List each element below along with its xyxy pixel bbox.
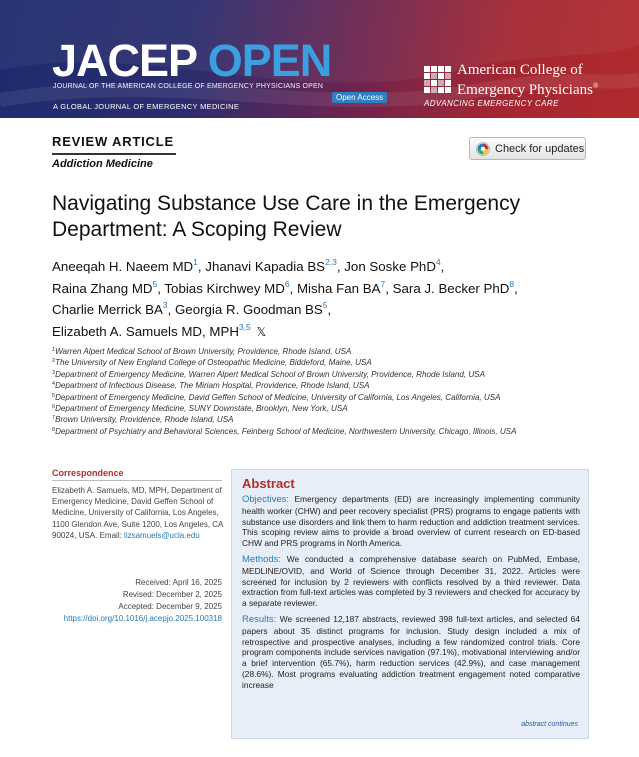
author[interactable]: Georgia R. Goodman $BS^5$ <box>174 300 328 317</box>
author-affiliation-ref: 3 <box>162 300 168 310</box>
author[interactable]: Raina Zhang $MD^5$ <box>52 278 158 296</box>
journal-banner <box>0 0 639 118</box>
author[interactable]: Sara J. Becker PhD$^8$ <box>392 278 515 296</box>
abstract-label: Results: <box>242 613 277 625</box>
acep-name-line-1: American College of <box>457 62 583 78</box>
abstract-label: Objectives: <box>242 494 289 505</box>
acep-organization-name <box>457 62 598 98</box>
abstract-heading: Abstract <box>242 476 295 491</box>
affiliation-item: $^6$Department of Emergency Medicine, SUNY Downstate, Brooklyn, New York, USA <box>52 404 348 414</box>
abstract-continues-note: abstract continues <box>521 721 578 728</box>
affiliation-item: $^2$The University of New England College of Osteopathic Medicine, Biddeford, Maine, USA <box>52 358 372 368</box>
author-affiliation-ref: 8 <box>509 278 515 289</box>
accepted-date: Accepted: December 9, 2025 <box>118 602 222 611</box>
correspondence-text: Elizabeth A. Samuels, MD, MPH, Department of Emergency Medicine, David Geffen School of Medicine, University of California, Los Angeles, 1100 Glendon Ave, Suite 1200, Los Angeles, CA 90024, USA. Email: lizsamuels@ucla.edu <box>52 486 223 540</box>
abstract-section-objectives: Objectives: Emergency departments (ED) are increasingly implementing community health worker (CHW) and peer recovery specialist (PRS) programs to engage patients with substance use disorders and link them to harm reduction and addiction treatment services. This scoping review aims to provide a broad overview of current research on ED-based CHW and PRS programs in North America. <box>242 494 580 549</box>
brand-word-2: OPEN <box>207 35 332 86</box>
affiliation-item: $^5$Department of Emergency Medicine, David Geffen School of Medicine, University of California, Los Angeles, California, USA <box>52 392 501 402</box>
article-subject: Addiction Medicine <box>52 158 153 170</box>
open-access-badge: Open Access <box>332 92 387 103</box>
acep-grid-icon <box>424 66 452 94</box>
author-affiliation-ref: 5 <box>322 300 328 310</box>
affiliation-item: $^3$Department of Emergency Medicine, Warren Alpert Medical School of Brown University, Providence, Rhode Island, USA <box>52 369 485 379</box>
affiliation-item: $^8$Department of Psychiatry and Behavioral Sciences, Feinberg School of Medicine, Northwestern University, Chicago, Illinois, USA <box>52 426 517 436</box>
author-list: Aneeqah H. Naeem $MD^1$, Jhanavi Kapadia BS$^{2,3}$, Jon Soske PhD$^4$, Raina Zhang $MD^5$, Tobias Kirchwey $MD^6$, Misha Fan $BA^7$, Sara J. Becker PhD$^8$, Charlie Merrick $BA^3$, Georgia R. Goodman $BS^5$, Elizabeth A. Samuels MD, MPH$^{3,5}$ 𝕏 <box>52 256 612 343</box>
author-affiliation-ref: 5 <box>152 278 158 289</box>
acep-tagline: ADVANCING EMERGENCY CARE <box>424 99 559 108</box>
article-type-divider <box>52 153 176 155</box>
article-title: Navigating Substance Use Care in the Emergency Department: A Scoping Review <box>52 192 521 241</box>
author[interactable]: Charlie Merrick $BA^3$ <box>52 300 168 317</box>
article-type: REVIEW ARTICLE <box>52 134 174 149</box>
correspondence-heading: Correspondence <box>52 468 124 478</box>
author[interactable]: Jhanavi Kapadia BS$^{2,3}$ <box>205 257 337 274</box>
crossmark-icon <box>476 142 490 156</box>
revised-date: Revised: December 2, 2025 <box>122 590 222 599</box>
abstract-label: Methods: <box>242 553 282 565</box>
journal-tagline: A GLOBAL JOURNAL OF EMERGENCY MEDICINE <box>53 102 240 111</box>
affiliation-list <box>52 346 612 437</box>
author[interactable]: Jon Soske PhD$^4$ <box>344 257 441 274</box>
check-for-updates-label: Check for updates <box>495 142 585 155</box>
journal-logo <box>52 35 332 86</box>
author[interactable]: Elizabeth A. Samuels MD, MPH$^{3,5}$ <box>52 321 251 339</box>
affiliation-item: $^7$Brown University, Providence, Rhode Island, USA <box>52 415 234 425</box>
received-date: Received: April 16, 2025 <box>135 578 222 587</box>
author[interactable]: Misha Fan $BA^7$ <box>296 278 386 296</box>
abstract-section-results: Results: We screened 12,187 abstracts, reviewed 398 full-text articles, and selected 64 papers about 35 distinct programs for inclusion. Study design included a mix of retrospective and prospective analyses, including a few randomized control trials. Core program components include services navigation (97.1%), motivational interviewing and/or a brief intervention (65.7%), harm reduction services (42.9%), and case management (28.6%). Most programs evaluating addiction treatment engagement noted comparative increase <box>242 613 581 690</box>
acep-name-line-2: Emergency Physicians® <box>457 82 599 98</box>
abstract-section-methods: Methods: We conducted a comprehensive database search on PubMed, Embase, MEDLINE/OVID, and World of Science through December 31, 2022. Articles were screened for inclusion by 2 reviewers with conflicts resolved by a third reviewer. Data extraction from full-text articles was completed by 3 reviewers and checked for accuracy by a separate reviewer. <box>242 553 581 609</box>
author-affiliation-ref: 3,5 <box>238 321 251 332</box>
author[interactable]: Aneeqah H. Naeem $MD^1$ <box>52 257 198 274</box>
correspondence-email-link[interactable]: lizsamuels@ucla.edu <box>124 530 200 540</box>
author-affiliation-ref: 7 <box>380 278 386 289</box>
author-affiliation-ref: 1 <box>193 257 198 267</box>
author-affiliation-ref: 2,3 <box>325 257 337 267</box>
author[interactable]: Tobias Kirchwey $MD^6$ <box>164 278 290 296</box>
article-dates <box>52 577 222 625</box>
affiliation-item: $^1$Warren Alpert Medical School of Brown University, Providence, Rhode Island, USA <box>52 347 352 356</box>
journal-full-name: JOURNAL OF THE AMERICAN COLLEGE OF EMERGENCY PHYSICIANS OPEN <box>53 83 324 90</box>
abstract-body <box>242 494 580 696</box>
x-social-icon[interactable]: 𝕏 <box>256 324 267 339</box>
affiliation-item: $^4$Department of Infectious Disease, The Miriam Hospital, Providence, Rhode Island, USA <box>52 381 370 391</box>
doi-link[interactable]: https://doi.org/10.1016/j.acepjo.2025.100318 <box>63 614 222 623</box>
author-affiliation-ref: 4 <box>435 257 441 267</box>
brand-word-1: JACEP <box>52 35 197 86</box>
check-for-updates-button[interactable] <box>469 137 586 160</box>
abstract-box <box>231 469 589 739</box>
correspondence-divider <box>52 480 222 481</box>
author-affiliation-ref: 6 <box>284 278 290 289</box>
